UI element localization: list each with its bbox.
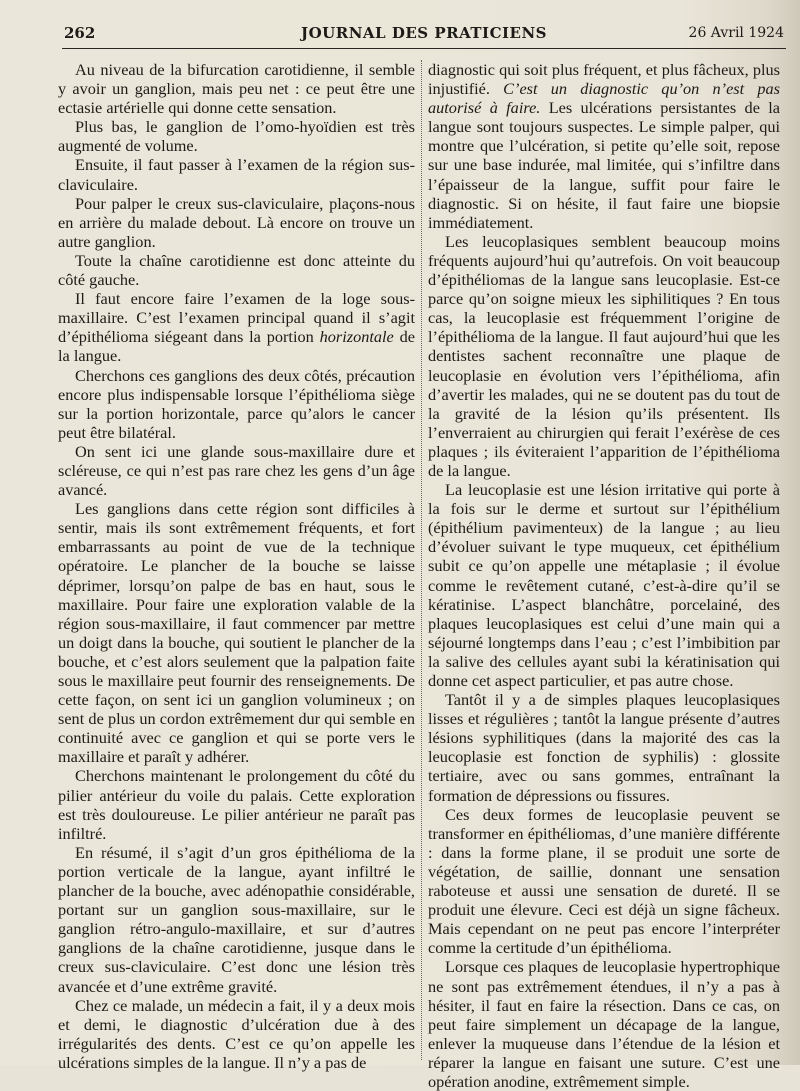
paragraph: Toute la chaîne carotidienne est donc atteinte du côté gauche. [58, 250, 415, 290]
paragraph: Lorsque ces plaques de leucoplasie hypertrophique ne sont pas extrêmement étendues, il n’y a pas à hésiter, il faut en faire la résection. Dans ce cas, on peut faire simplement un décapage de la langue, enlever la muqueuse dans l’étendue de la lésion et réparer la langue en faisant une suture. C’est une opération anodine, extrêmement simple. [428, 957, 780, 1091]
paragraph: Chez ce malade, un médecin a fait, il y a deux mois et demi, le diagnostic d’ulcération due à des irrégularités des dents. C’est ce qu’on appelle les ulcérations simples de la langue. Il n’y a pas de [58, 995, 415, 1072]
italic-text: horizontale [319, 327, 394, 347]
paragraph: Tantôt il y a de simples plaques leucoplasiques lisses et régulières ; tantôt la langue présente d’autres lésions syphilitiques (dans la majorité des cas la leucoplasie est fonction de syphilis) : glossite tertiaire, avec ou sans gommes, entraînant la formation de dépressions ou fissures. [428, 690, 780, 805]
italic-text: C’est un diagnostic qu’on n’est pas autorisé à faire. [428, 79, 780, 118]
paragraph: Cherchons maintenant le prolongement du côté du pilier antérieur du voile du palais. Cette exploration est très douloureuse. Le pilier antérieur ne paraît pas infiltré. [58, 766, 415, 843]
paragraph: Les leucoplasiques semblent beaucoup moins fréquents aujourd’hui qu’autrefois. On voit beaucoup d’épithéliomas de la langue sans leucoplasie. Est-ce parce qu’on soigne mieux les siphilitiques ? En tous cas, la leucoplasie est fréquemment l’origine de l’épithélioma de la langue. Il faut aujourd’hui que les dentistes sachent reconnaître une plaque de leucoplasie en évolution vers l’épithélioma, afin d’avertir les malades, qui ne se doutent pas du tout de la gravité de la lésion qu’ils présentent. Ils l’enverraient au chirurgien qui ferait l’exérèse de ces plaques ; ils éviteraient l’apparition de l’épithélioma de la langue. [428, 231, 780, 480]
paragraph: Pour palper le creux sus-claviculaire, plaçons-nous en arrière du malade debout. Là encore on trouve un autre ganglion. [58, 193, 415, 251]
paragraph: Les ganglions dans cette région sont difficiles à sentir, mais ils sont extrêmement fréquents, et fort embarrassants au point de vue de la technique opératoire. Le plancher de la bouche se laisse déprimer, lorsqu’on palpe de bas en haut, sous le maxillaire. Pour faire une exploration valable de la région sous-maxillaire, il faut commencer par mettre un doigt dans la bouche, qui soutient le plancher de la bouche, et c’est alors seulement que la palpation faite sous le maxillaire peut fournir des renseignements. De cette façon, on sent ici un ganglion volumineux ; on sent de plus un cordon extrêmement dur qui semble en continuité avec ce ganglion et qui se porte vers le maxillaire et paraît y adhérer. [58, 499, 415, 767]
paragraph-with-italic: Il faut encore faire l’examen de la loge sous-maxillaire. C’est l’examen principal quand il s’agit d’épithélioma siégeant dans la portion horizontale de la langue. [58, 289, 416, 366]
text-run: diagnostic qui soit plus fréquent, et plus fâcheux, plus injustifié. [428, 60, 780, 99]
paragraph: Cherchons ces ganglions des deux côtés, précaution encore plus indispensable lorsque l’épithélioma siège sur la portion horizontale, parce qu’alors le cancer peut être bilatéral. [58, 365, 415, 442]
paragraph: On sent ici une glande sous-maxillaire dure et scléreuse, ce qui n’est pas rare chez les gens d’un âge avancé. [58, 441, 415, 500]
page-header [62, 18, 786, 49]
text-run: Les ulcérations persistantes de la langue sont toujours suspectes. Le simple palper, qui montre que l’ulcération, si petite qu’elle soit, repose sur une base indurée, mal limitée, qui s’infiltre dans l’épaisseur de la langue, suffit pour faire le diagnostic. Si on hésite, il faut faire une biopsie immédiatement. [428, 98, 780, 232]
column-divider [421, 60, 422, 1060]
paragraph: Ces deux formes de leucoplasie peuvent se transformer en épithéliomas, d’une manière différente : dans la forme plane, il se produit une sorte de végétation, de saillie, donnant une sensation raboteuse et aussi une sensation de dureté. Il se produit une élevure. Ceci est déjà un signe fâcheux. Mais cependant on ne peut pas encore l’interpréter comme la certitude d’un épithélioma. [428, 804, 780, 958]
page-number: 262 [64, 24, 96, 42]
paragraph: La leucoplasie est une lésion irritative qui porte à la fois sur le derme et surtout sur l’épithélium (épithélium pavimenteux) de la langue ; au lieu d’évoluer suivant le type muqueux, cet épithélium subit ce qu’on appelle une métaplasie ; il évolue comme le revêtement cutané, c’est-à-dire qu’il se kératinise. L’aspect blanchâtre, porcelainé, des plaques leucoplasiques est celui d’une main qui a séjourné longtemps dans l’eau ; c’est l’imbibition par la salive des cellules ayant subi la kératinisation qui donne cet aspect particulier, et pas autre chose. [428, 480, 780, 690]
right-column [428, 60, 780, 1091]
issue-date: 26 Avril 1924 [688, 25, 784, 41]
paragraph: Au niveau de la bifurcation carotidienne, il semble y avoir un ganglion, mais peu net : ce peut être une ectasie artérielle qui donne cette sensation. [58, 60, 415, 118]
journal-title: JOURNAL DES PRATICIENS [301, 24, 547, 42]
paragraph-continued [428, 60, 780, 232]
left-column [58, 60, 416, 1072]
paragraph: En résumé, il s’agit d’un gros épithélioma de la portion verticale de la langue, ayant infiltré le plancher de la bouche, avec adénopathie considérable, portant sur un ganglion sous-maxillaire, sur le ganglion rétro-angulo-maxillaire, et sur d’autres ganglions de la chaîne carotidienne, jusque dans le creux sus-claviculaire. C’est donc une lésion très avancée et d’une extrême gravité. [58, 842, 415, 996]
paragraph: Ensuite, il faut passer à l’examen de la région sus-claviculaire. [58, 155, 415, 194]
paragraph: Plus bas, le ganglion de l’omo-hyoïdien est très augmenté de volume. [58, 117, 415, 156]
